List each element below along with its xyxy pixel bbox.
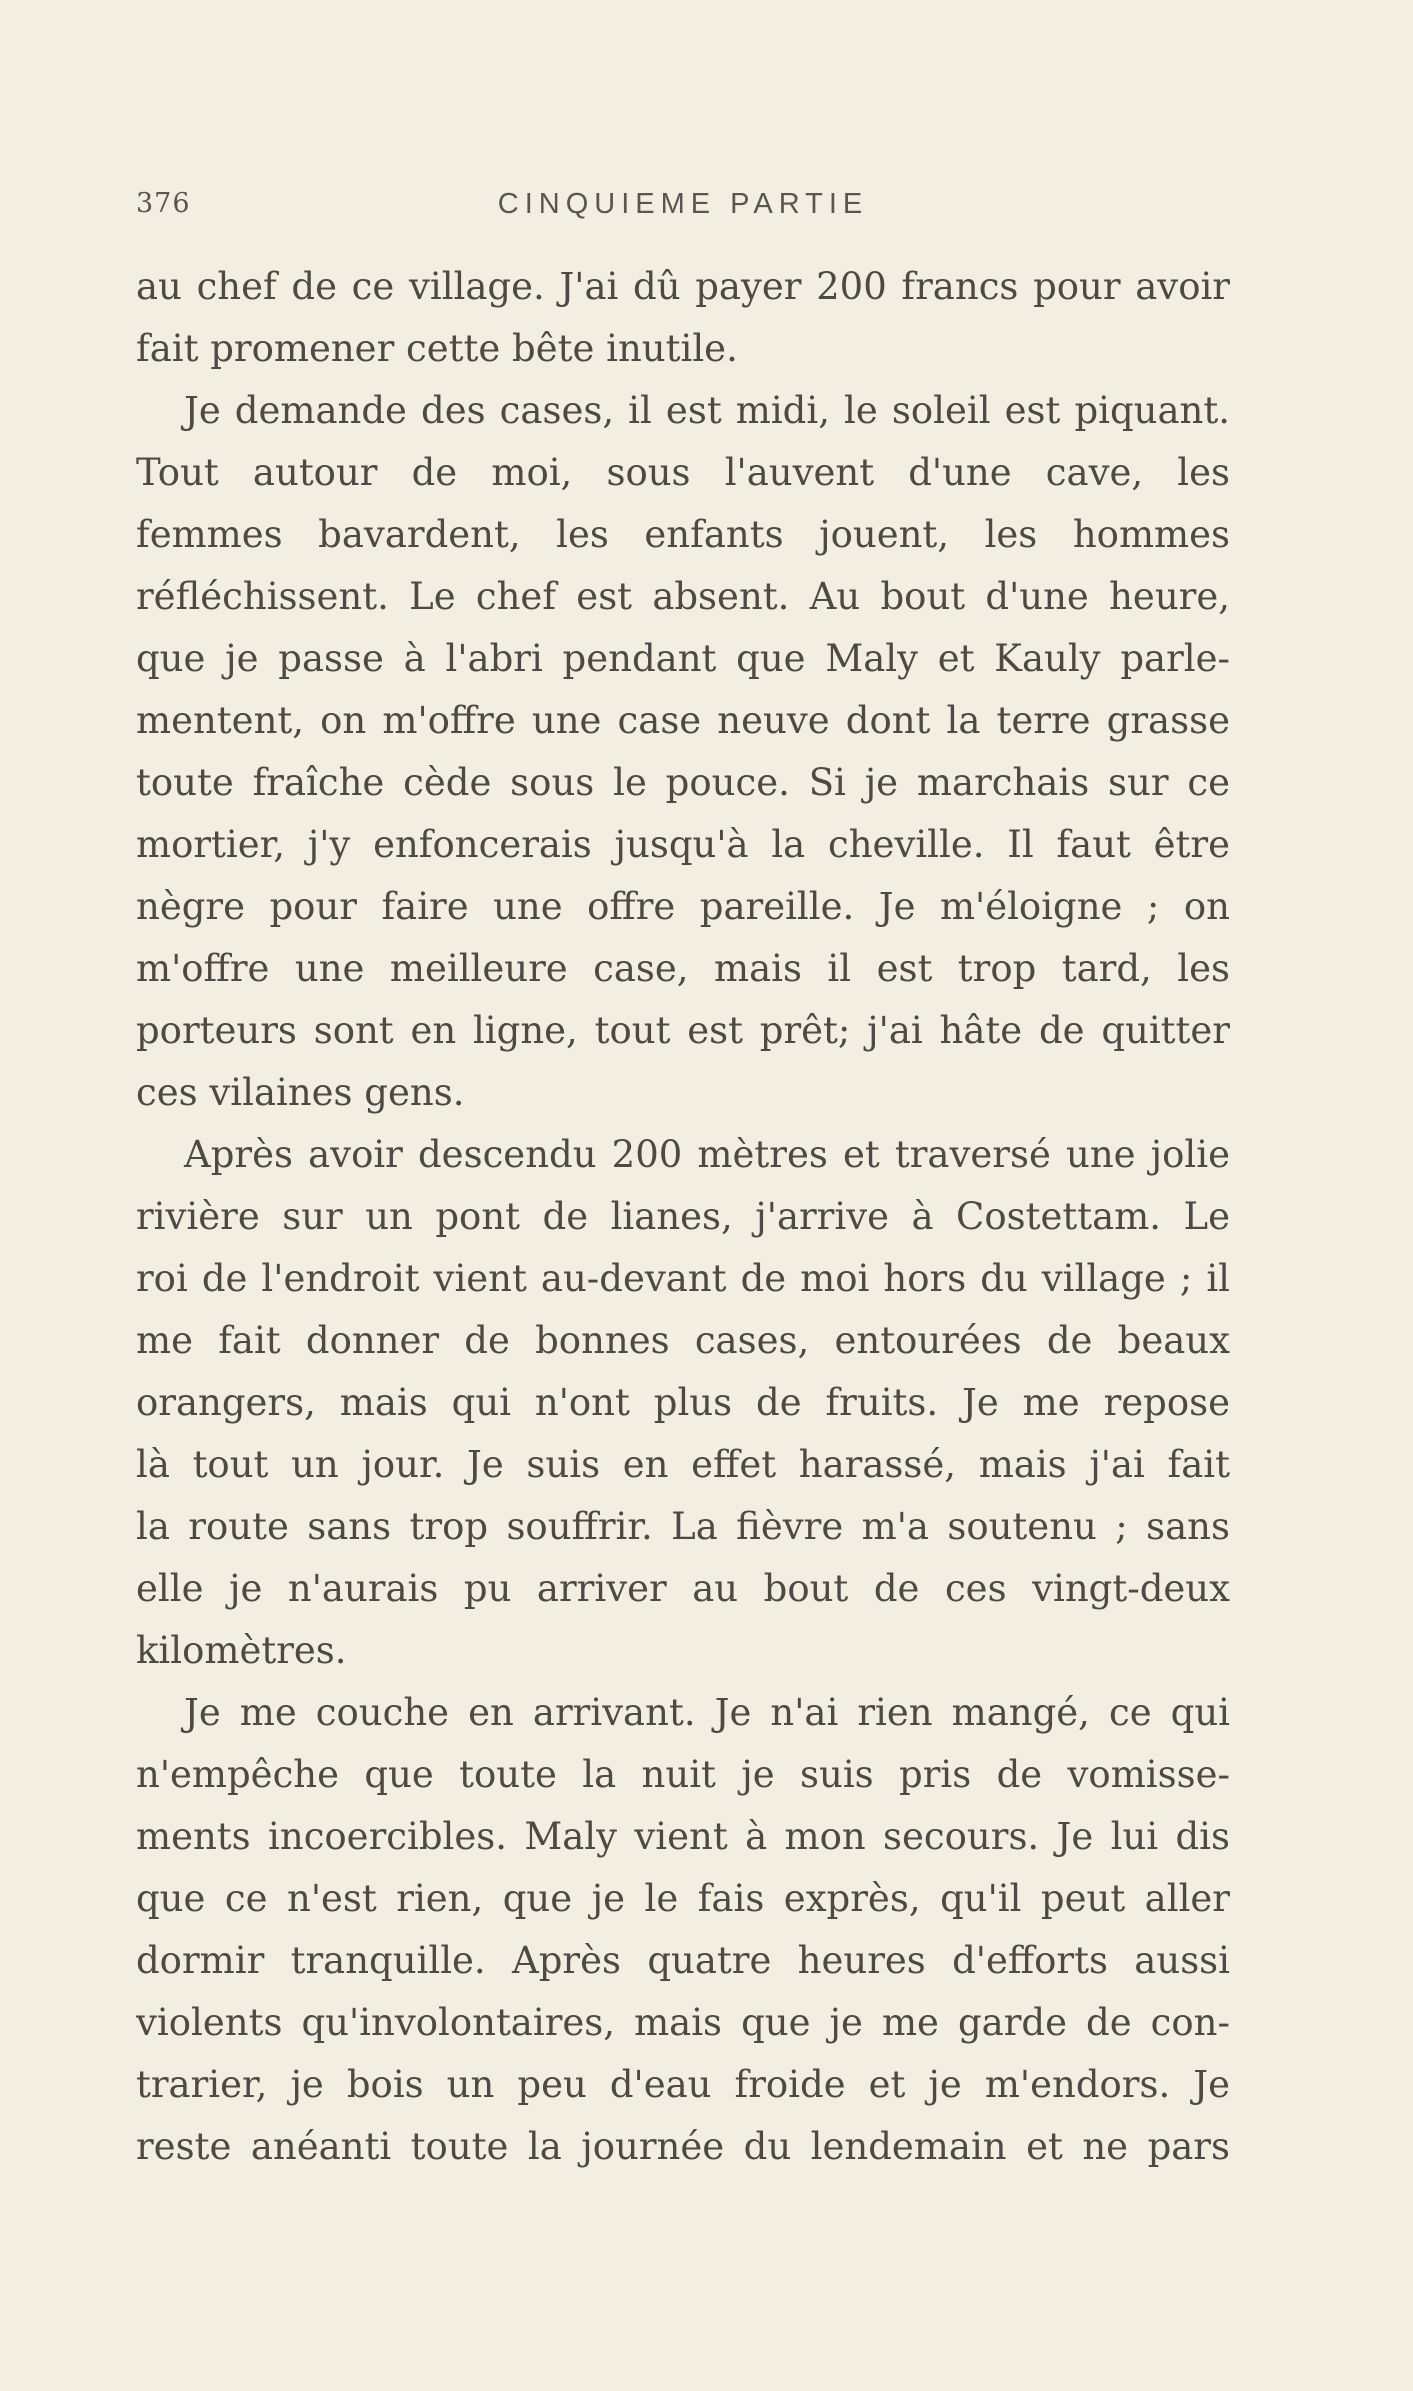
text-line: porteurs sont en ligne, tout est prêt; j'ai hâte de quitter xyxy=(136,1009,1230,1052)
text-line: au chef de ce village. J'ai dû payer 200 francs pour avoir xyxy=(136,265,1230,308)
text-line: m'offre une meilleure case, mais il est trop tard, les xyxy=(136,947,1230,990)
paragraph-first-line: Après avoir descendu 200 mètres et traversé une jolie xyxy=(184,1133,1230,1176)
text-line: ces vilaines gens. xyxy=(136,1071,465,1114)
text-line: dormir tranquille. Après quatre heures d'efforts aussi xyxy=(136,1939,1230,1982)
text-line: là tout un jour. Je suis en effet harassé, mais j'ai fait xyxy=(136,1443,1230,1486)
text-line: me fait donner de bonnes cases, entourées de beaux xyxy=(136,1319,1230,1362)
text-line: la route sans trop souffrir. La fièvre m'a soutenu ; sans xyxy=(136,1505,1230,1548)
page-header xyxy=(136,188,1230,232)
text-line: violents qu'involontaires, mais que je me garde de con- xyxy=(136,2001,1230,2044)
text-line: rivière sur un pont de lianes, j'arrive à Costettam. Le xyxy=(136,1195,1230,1238)
body-text xyxy=(136,256,1230,2178)
text-line: fait promener cette bête inutile. xyxy=(136,327,738,370)
text-line: orangers, mais qui n'ont plus de fruits. Je me repose xyxy=(136,1381,1230,1424)
text-line: reste anéanti toute la journée du lendemain et ne pars xyxy=(136,2125,1230,2168)
text-line: elle je n'aurais pu arriver au bout de ces vingt-deux xyxy=(136,1567,1230,1610)
text-line: ments incoercibles. Maly vient à mon secours. Je lui dis xyxy=(136,1815,1230,1858)
running-head: CINQUIEME PARTIE xyxy=(497,188,869,220)
text-line: que je passe à l'abri pendant que Maly et Kauly parle- xyxy=(136,637,1230,680)
text-line: mentent, on m'offre une case neuve dont la terre grasse xyxy=(136,699,1230,742)
page-number: 376 xyxy=(136,188,191,219)
text-line: kilomètres. xyxy=(136,1629,347,1672)
text-line: trarier, je bois un peu d'eau froide et je m'endors. Je xyxy=(136,2063,1230,2106)
text-line: mortier, j'y enfoncerais jusqu'à la cheville. Il faut être xyxy=(136,823,1230,866)
text-line: femmes bavardent, les enfants jouent, les hommes xyxy=(136,513,1230,556)
text-line: roi de l'endroit vient au-devant de moi hors du village ; il xyxy=(136,1257,1230,1300)
paragraph-first-line: Je me couche en arrivant. Je n'ai rien mangé, ce qui xyxy=(184,1691,1230,1734)
text-line: Tout autour de moi, sous l'auvent d'une cave, les xyxy=(136,451,1230,494)
text-line: que ce n'est rien, que je le fais exprès, qu'il peut aller xyxy=(136,1877,1230,1920)
paragraph-first-line: Je demande des cases, il est midi, le soleil est piquant. xyxy=(184,389,1230,432)
text-line: n'empêche que toute la nuit je suis pris de vomisse- xyxy=(136,1753,1230,1796)
text-line: réfléchissent. Le chef est absent. Au bout d'une heure, xyxy=(136,575,1230,618)
text-line: nègre pour faire une offre pareille. Je m'éloigne ; on xyxy=(136,885,1230,928)
text-line: toute fraîche cède sous le pouce. Si je marchais sur ce xyxy=(136,761,1230,804)
